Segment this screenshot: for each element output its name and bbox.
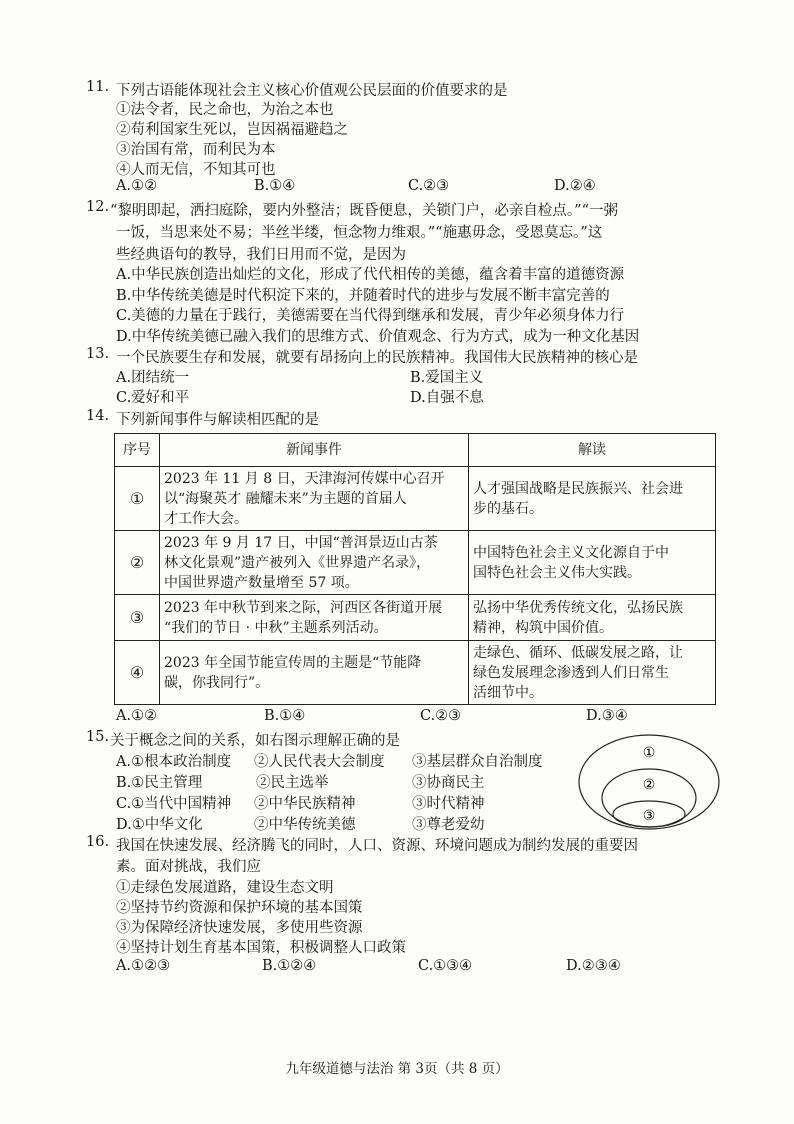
row-event xyxy=(160,641,469,705)
q13-stem: 一个民族要生存和发展，就要有昂扬向上的民族精神。我国伟大民族精神的核心是 xyxy=(116,350,638,366)
interp-line: 活细节中。 xyxy=(473,684,543,701)
row-index: ② xyxy=(115,531,160,595)
row-index: ④ xyxy=(115,641,160,705)
table-row xyxy=(115,595,716,641)
q16-item-1: ①走绿色发展道路，建设生态文明 xyxy=(116,880,334,896)
q15-number: 15. xyxy=(86,729,110,745)
q15-b-part2: ②民主选举 xyxy=(256,775,329,791)
q14-number: 14. xyxy=(86,408,110,424)
q15-a-part2: ②人民代表大会制度 xyxy=(254,754,385,770)
q15-option-b[interactable] xyxy=(116,771,485,792)
q15-c-part2: ②中华民族精神 xyxy=(254,796,356,812)
q16-option-c[interactable]: C.①③④ xyxy=(418,958,473,974)
q11-option-b[interactable]: B.①④ xyxy=(254,178,296,194)
q13-number: 13. xyxy=(86,346,110,362)
event-line: “我们的节日 · 中秋”主题系列活动。 xyxy=(164,619,388,636)
q13-option-d[interactable]: D.自强不息 xyxy=(410,390,484,406)
row-interpretation xyxy=(469,641,716,705)
table-row xyxy=(115,467,716,531)
event-line: 2023 年中秋节到来之际，河西区各街道开展 xyxy=(164,599,443,616)
interp-line: 中国特色社会主义文化源自于中 xyxy=(473,544,669,561)
q16-item-3: ③为保障经济快速发展，多使用些资源 xyxy=(116,920,363,936)
q14-option-d[interactable]: D.③④ xyxy=(586,708,628,724)
q16-stem-line-2: 素。面对挑战，我们应 xyxy=(116,859,261,875)
page-footer: 九年级道德与法治 第 3页（共 8 页） xyxy=(285,1061,509,1077)
q15-b-part3: ③协商民主 xyxy=(412,775,485,791)
q16-item-4: ④坚持计划生育基本国策，积极调整人口政策 xyxy=(116,940,406,956)
q11-item-3: ③治国有常，而利民为本 xyxy=(116,142,276,158)
q12-option-b[interactable]: B.中华传统美德是时代积淀下来的，并随着时代的进步与发展不断丰富完善的 xyxy=(116,288,610,304)
q15-a-part3: ③基层群众自治制度 xyxy=(412,754,543,770)
q12-stem-line-1: “黎明即起，洒扫庭除，要内外整洁；既昏便息，关锁门户，必亲自检点。”“一粥 xyxy=(110,203,618,219)
inner-label: ③ xyxy=(642,808,656,824)
q16-option-d[interactable]: D.②③④ xyxy=(566,958,621,974)
news-table xyxy=(114,433,716,705)
header-interpretation: 解读 xyxy=(469,434,716,467)
q15-d-part3: ③尊老爱幼 xyxy=(412,817,485,833)
q11-stem: 下列古语能体现社会主义核心价值观公民层面的价值要求的是 xyxy=(116,83,508,99)
q14-option-c[interactable]: C.②③ xyxy=(420,708,462,724)
event-line: 2023 年全国节能宣传周的主题是“节能降 xyxy=(164,654,422,671)
q15-option-a[interactable] xyxy=(116,750,543,771)
event-line: 以“海聚英才 融耀未来”为主题的首届人 xyxy=(164,490,407,507)
row-event xyxy=(160,531,469,595)
q12-option-a[interactable]: A.中华民族创造出灿烂的文化，形成了代代相传的美德，蕴含着丰富的道德资源 xyxy=(116,267,625,283)
q16-number: 16. xyxy=(86,834,110,850)
q15-b-part1: B.①民主管理 xyxy=(116,775,203,791)
q12-option-d[interactable]: D.中华传统美德已融入我们的思维方式、价值观念、行为方式，成为一种文化基因 xyxy=(116,329,640,345)
header-index: 序号 xyxy=(115,434,160,467)
q11-option-c[interactable]: C.②③ xyxy=(408,178,450,194)
table-row xyxy=(115,641,716,705)
table-header-row xyxy=(115,434,716,467)
event-line: 中国世界遗产数量增至 57 项。 xyxy=(164,574,359,591)
interp-line: 走绿色、循环、低碳发展之路，让 xyxy=(473,644,683,661)
table-row xyxy=(115,531,716,595)
q15-stem: 关于概念之间的关系，如右图示理解正确的是 xyxy=(110,733,400,749)
q11-item-1: ①法令者，民之命也，为治之本也 xyxy=(116,102,334,118)
row-event xyxy=(160,467,469,531)
row-index: ③ xyxy=(115,595,160,641)
middle-label: ② xyxy=(642,777,656,793)
q16-option-a[interactable]: A.①②③ xyxy=(116,958,171,974)
q11-option-a[interactable]: A.①② xyxy=(116,178,158,194)
q16-option-b[interactable]: B.①②④ xyxy=(262,958,317,974)
q14-stem: 下列新闻事件与解读相匹配的是 xyxy=(116,412,319,428)
q12-option-c[interactable]: C.美德的力量在于践行，美德需要在当代得到继承和发展，青少年必须身体力行 xyxy=(116,308,625,324)
q12-stem-line-2: 一饭，当思来处不易；半丝半缕，恒念物力维艰。”“施惠毋念，受恩莫忘。”这 xyxy=(116,225,603,241)
q15-option-c[interactable] xyxy=(116,792,485,813)
header-event: 新闻事件 xyxy=(160,434,469,467)
q11-number: 11. xyxy=(86,79,110,95)
q12-stem-line-3: 些经典语句的教导，我们日用而不觉，是因为 xyxy=(116,247,406,263)
q13-option-b[interactable]: B.爱国主义 xyxy=(410,370,484,386)
q13-option-c[interactable]: C.爱好和平 xyxy=(116,390,190,406)
row-interpretation xyxy=(469,467,716,531)
q16-stem-line-1: 我国在快速发展、经济腾飞的同时，人口、资源、环境问题成为制约发展的重要因 xyxy=(116,838,638,854)
q11-option-d[interactable]: D.②④ xyxy=(554,178,596,194)
q14-option-b[interactable]: B.①④ xyxy=(264,708,306,724)
interp-line: 绿色发展理念渗透到人们日常生 xyxy=(473,664,669,681)
q12-number: 12. xyxy=(86,199,110,215)
q11-item-4: ④人而无信，不知其可也 xyxy=(116,162,276,178)
q13-option-a[interactable]: A.团结统一 xyxy=(116,370,190,386)
q15-c-part1: C.①当代中国精神 xyxy=(116,796,232,812)
outer-label: ① xyxy=(642,745,656,761)
row-event xyxy=(160,595,469,641)
event-line: 碳，你我同行”。 xyxy=(164,674,270,691)
interp-line: 弘扬中华优秀传统文化，弘扬民族 xyxy=(473,599,683,616)
interp-line: 国特色社会主义伟大实践。 xyxy=(473,564,641,581)
interp-line: 精神，构筑中国价值。 xyxy=(473,619,613,636)
q15-d-part2: ②中华传统美德 xyxy=(254,817,356,833)
event-line: 2023 年 9 月 17 日，中国“普洱景迈山古茶 xyxy=(164,534,438,551)
interp-line: 人才强国战略是民族振兴、社会进 xyxy=(473,480,683,497)
event-line: 林文化景观”遗产被列入《世界遗产名录》， xyxy=(164,554,431,571)
q16-item-2: ②坚持节约资源和保护环境的基本国策 xyxy=(116,900,363,916)
q15-option-d[interactable] xyxy=(116,813,485,834)
q15-a-part1: A.①根本政治制度 xyxy=(116,754,232,770)
row-interpretation xyxy=(469,531,716,595)
q15-c-part3: ③时代精神 xyxy=(412,796,485,812)
row-index: ① xyxy=(115,467,160,531)
q15-d-part1: D.①中华文化 xyxy=(116,817,203,833)
nested-circles-diagram xyxy=(575,731,725,833)
interp-line: 步的基石。 xyxy=(473,500,543,517)
q11-item-2: ②苟利国家生死以，岂因祸福避趋之 xyxy=(116,122,348,138)
row-interpretation xyxy=(469,595,716,641)
q14-option-a[interactable]: A.①② xyxy=(116,708,158,724)
event-line: 2023 年 11 月 8 日，天津海河传媒中心召开 xyxy=(164,470,445,487)
event-line: 才工作大会。 xyxy=(164,510,248,527)
